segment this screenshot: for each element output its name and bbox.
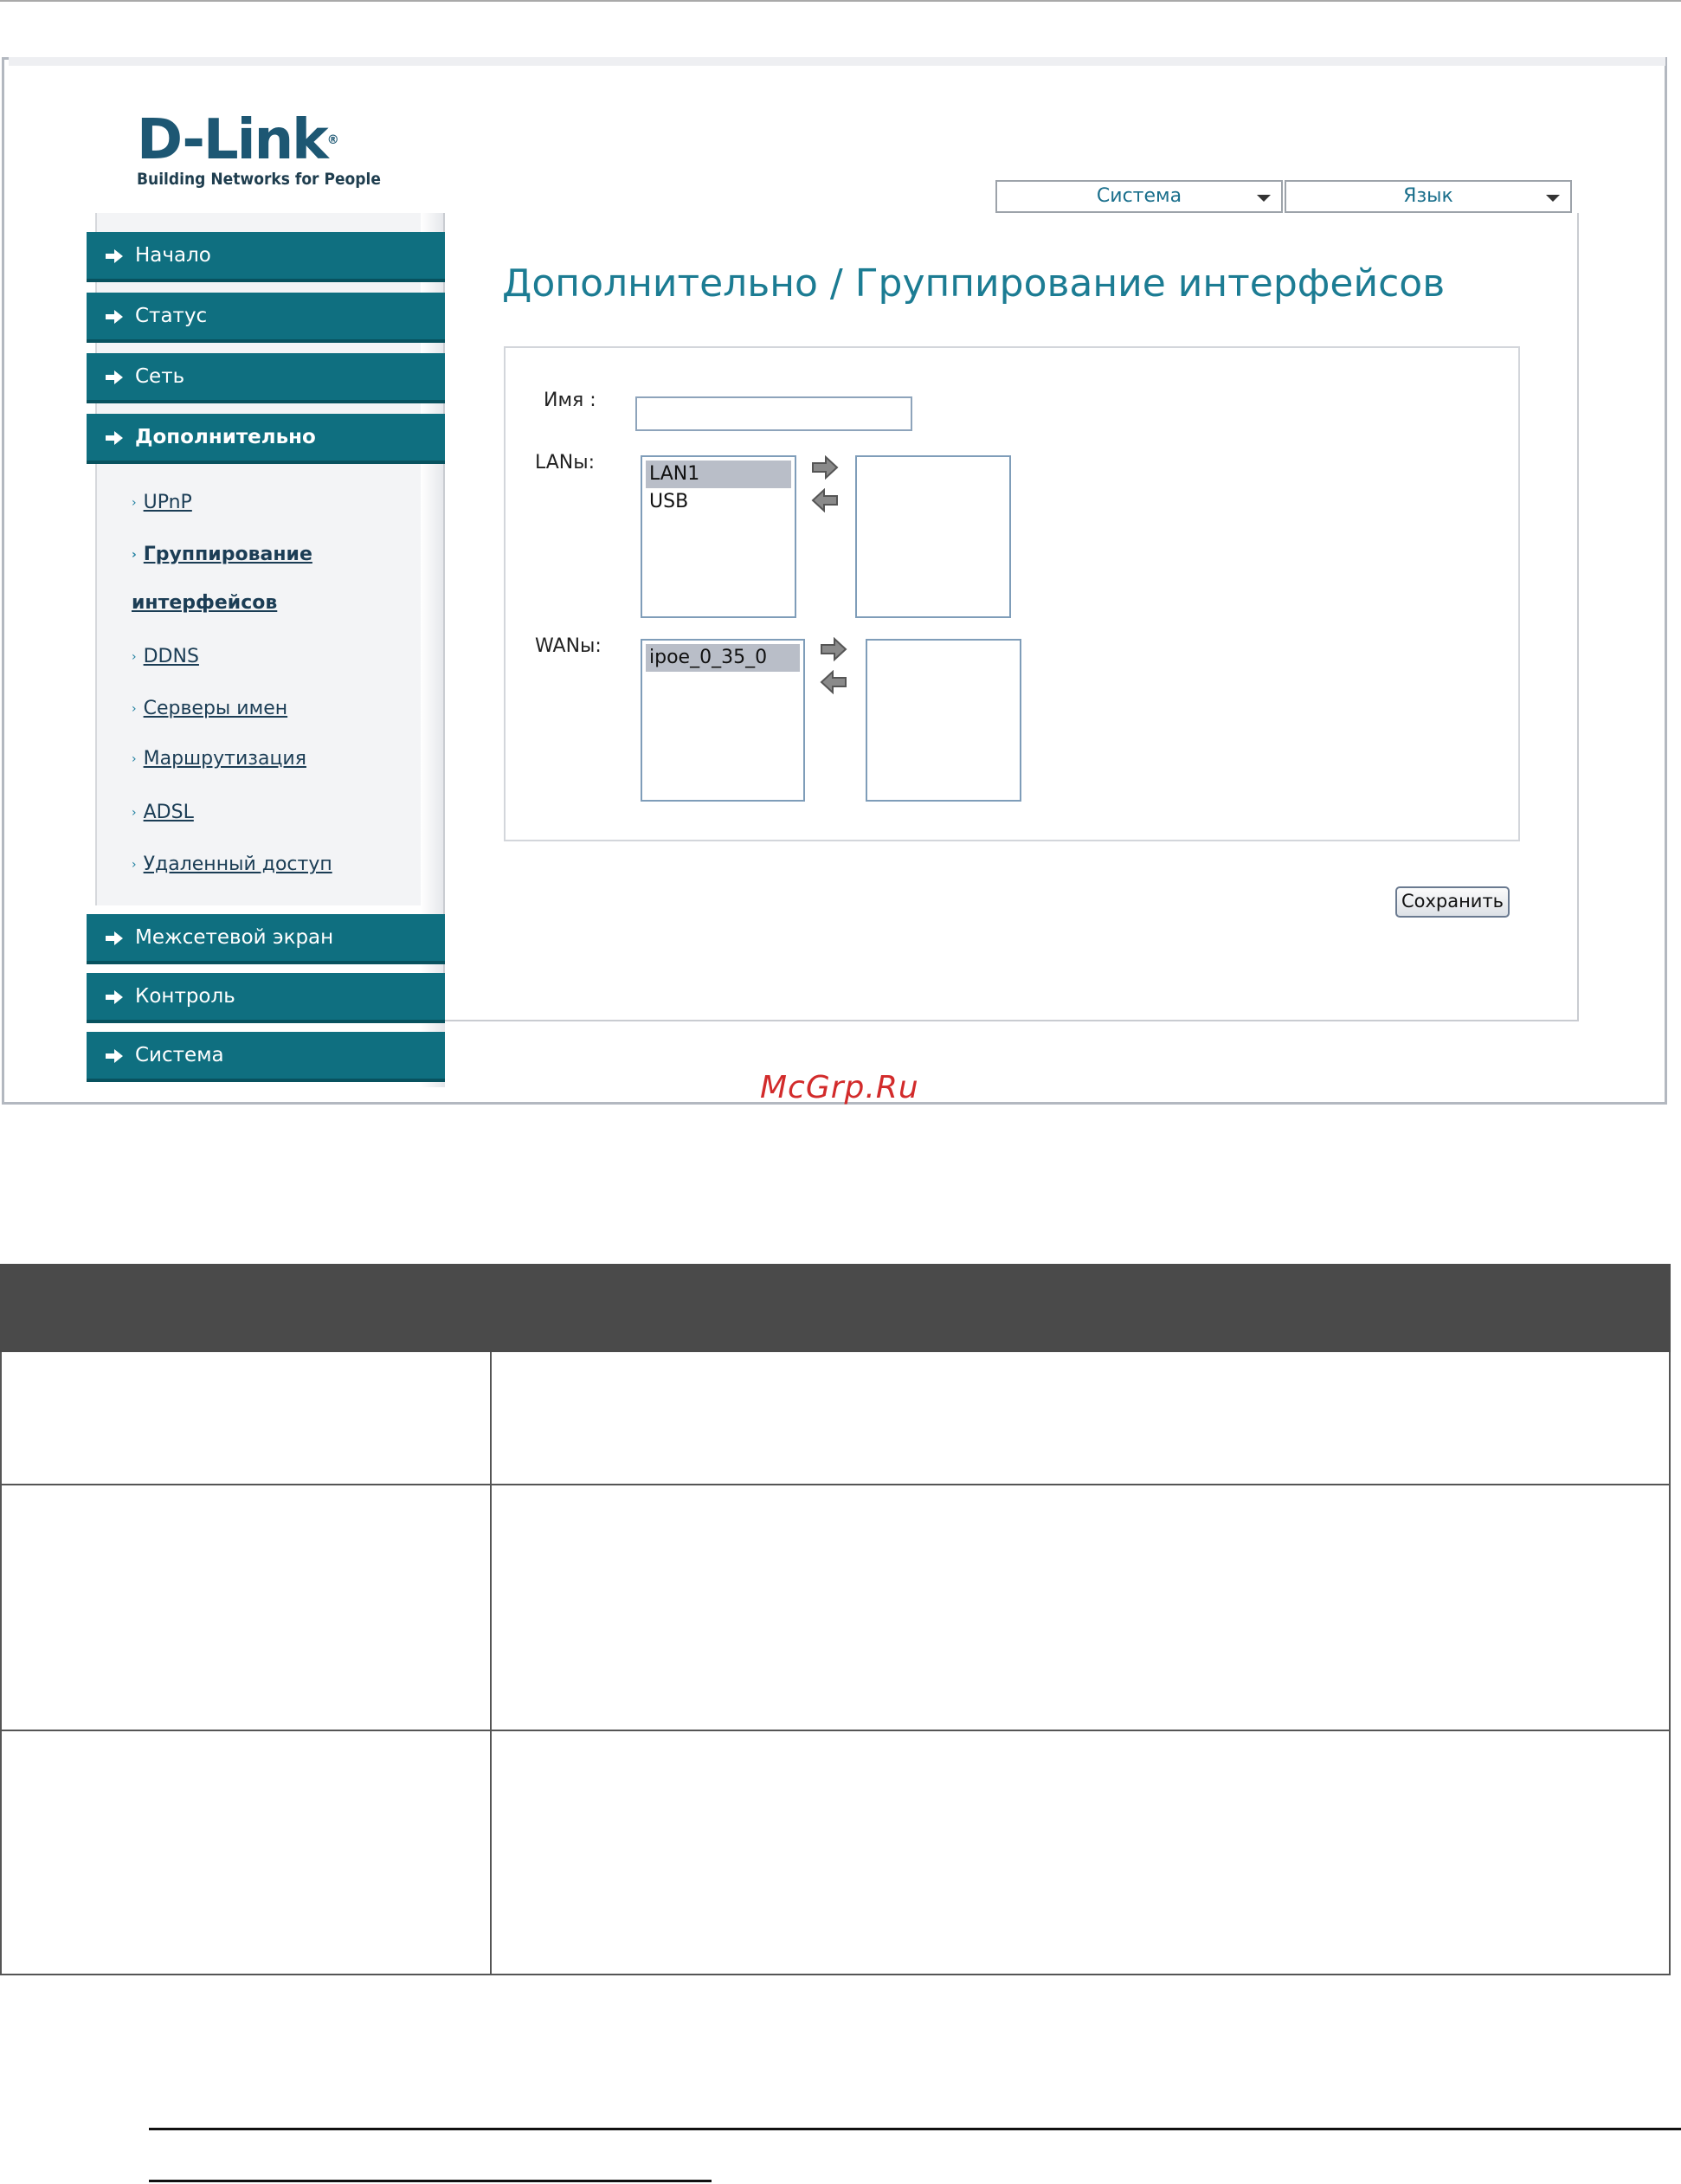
list-option[interactable]: USB bbox=[649, 491, 689, 512]
page-title: Дополнительно / Группирование интерфейсов bbox=[502, 261, 1446, 306]
arrow-right-icon bbox=[106, 310, 123, 324]
sidebar-item-status[interactable] bbox=[87, 293, 445, 343]
table-column-divider bbox=[490, 1485, 492, 1730]
arrow-right-icon bbox=[106, 370, 123, 384]
submenu-item-interface-grouping-line2[interactable] bbox=[132, 592, 277, 614]
arrow-right-icon bbox=[106, 431, 123, 445]
table-row bbox=[0, 1731, 1671, 1975]
logo-tagline: Building Networks for People bbox=[137, 170, 381, 189]
submenu-item-remote-access[interactable] bbox=[132, 854, 332, 875]
dlink-logo bbox=[137, 108, 381, 189]
table-column-divider bbox=[490, 1731, 492, 1974]
bullet-icon: › bbox=[132, 702, 137, 716]
table-row bbox=[0, 1485, 1671, 1731]
sidebar-item-home[interactable] bbox=[87, 232, 445, 282]
submenu-item-adsl[interactable] bbox=[132, 802, 194, 823]
move-right-icon[interactable] bbox=[810, 455, 840, 480]
watermark: McGrp.Ru bbox=[760, 1070, 919, 1105]
browser-top-strip bbox=[9, 57, 1665, 66]
submenu-label-line2: интерфейсов bbox=[132, 592, 278, 614]
submenu-label: ADSL bbox=[143, 802, 194, 823]
name-label: Имя : bbox=[544, 390, 596, 411]
submenu-label: Маршрутизация bbox=[143, 748, 306, 770]
wans-available-list[interactable] bbox=[641, 639, 805, 802]
logo-word: D-Link bbox=[137, 108, 327, 172]
chevron-down-icon bbox=[1546, 195, 1560, 202]
move-left-icon[interactable] bbox=[819, 670, 848, 694]
move-right-icon[interactable] bbox=[819, 637, 848, 661]
submenu-item-upnp[interactable] bbox=[132, 492, 192, 513]
sidebar-item-label: Начало bbox=[135, 244, 211, 267]
wans-grouped-list[interactable] bbox=[866, 639, 1021, 802]
submenu-label: DDNS bbox=[143, 646, 199, 667]
submenu-label: UPnP bbox=[143, 492, 192, 513]
submenu-label: Серверы имен bbox=[143, 698, 288, 719]
lans-grouped-list[interactable] bbox=[855, 455, 1011, 618]
bullet-icon: › bbox=[132, 806, 137, 820]
page-top-rule bbox=[0, 0, 1681, 2]
lans-label: LANы: bbox=[535, 452, 596, 474]
sidebar-item-label: Сеть bbox=[135, 365, 185, 388]
footnote-rule bbox=[149, 2180, 712, 2182]
sidebar-item-advanced[interactable] bbox=[87, 414, 445, 464]
arrow-right-icon bbox=[106, 1049, 123, 1063]
arrow-right-icon bbox=[106, 990, 123, 1004]
bullet-icon: › bbox=[132, 650, 137, 664]
submenu-item-dns-servers[interactable] bbox=[132, 698, 287, 719]
logo-registered: ® bbox=[326, 133, 338, 147]
submenu-label: Удаленный доступ bbox=[143, 854, 332, 875]
lans-available-list[interactable] bbox=[641, 455, 796, 618]
sidebar-item-system[interactable] bbox=[87, 1032, 445, 1082]
table-row bbox=[0, 1352, 1671, 1485]
submenu-item-routing[interactable] bbox=[132, 748, 306, 770]
sidebar-item-label: Межсетевой экран bbox=[135, 926, 334, 949]
system-dropdown-label: Система bbox=[1096, 185, 1182, 207]
language-dropdown-label: Язык bbox=[1403, 185, 1453, 207]
bullet-icon: › bbox=[132, 548, 137, 562]
list-option[interactable]: LAN1 bbox=[646, 461, 791, 488]
bullet-icon: › bbox=[132, 496, 137, 510]
list-option[interactable]: ipoe_0_35_0 bbox=[646, 644, 800, 672]
chevron-down-icon bbox=[1257, 195, 1271, 202]
table-column-divider bbox=[490, 1352, 492, 1484]
sidebar-item-label: Дополнительно bbox=[135, 426, 316, 448]
sidebar-item-label: Контроль bbox=[135, 985, 235, 1008]
footer-rule bbox=[149, 2128, 1681, 2130]
save-button[interactable]: Сохранить bbox=[1395, 886, 1510, 918]
sidebar-item-firewall[interactable] bbox=[87, 914, 445, 964]
sidebar-item-label: Статус bbox=[135, 305, 208, 327]
arrow-right-icon bbox=[106, 249, 123, 263]
move-left-icon[interactable] bbox=[810, 488, 840, 512]
sidebar-item-control[interactable] bbox=[87, 973, 445, 1023]
submenu-label: Группирование bbox=[143, 544, 312, 565]
bullet-icon: › bbox=[132, 752, 137, 766]
bullet-icon: › bbox=[132, 858, 137, 872]
arrow-right-icon bbox=[106, 931, 123, 945]
system-dropdown[interactable] bbox=[995, 180, 1283, 213]
submenu-item-interface-grouping[interactable] bbox=[132, 544, 312, 565]
submenu-item-ddns[interactable] bbox=[132, 646, 199, 667]
table-header bbox=[0, 1264, 1671, 1352]
wans-label: WANы: bbox=[535, 635, 602, 657]
sidebar-item-network[interactable] bbox=[87, 353, 445, 403]
language-dropdown[interactable] bbox=[1285, 180, 1572, 213]
sidebar-item-label: Система bbox=[135, 1044, 224, 1066]
name-input[interactable] bbox=[635, 396, 912, 431]
